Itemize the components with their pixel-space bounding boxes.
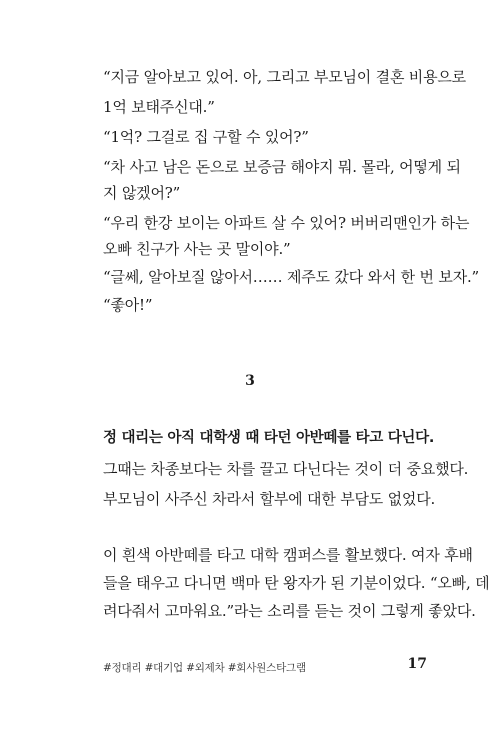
section-number: 3 xyxy=(245,373,255,389)
dialogue-line: “글쎄, 알아보질 않아서…… 제주도 갔다 와서 한 번 보자.” xyxy=(103,268,480,286)
footer-hashtags: #정대리 #대기업 #외제차 #회사원스타그램 xyxy=(103,662,306,674)
dialogue-line: “우리 한강 보이는 아파트 살 수 있어? 버버리맨인가 하는 xyxy=(103,214,470,232)
dialogue-line: 1억 보태주신대.” xyxy=(103,98,215,116)
body-line: 이 흰색 아반떼를 타고 대학 캠퍼스를 활보했다. 여자 후배 xyxy=(103,546,473,564)
page-number: 17 xyxy=(407,656,427,672)
dialogue-line: 지 않겠어?” xyxy=(103,184,181,202)
body-line: 들을 태우고 다니면 백마 탄 왕자가 된 기분이었다. “오빠, 데 xyxy=(103,574,490,592)
body-line: 려다줘서 고마워요.”라는 소리를 듣는 것이 그렇게 좋았다. xyxy=(103,602,476,620)
body-line: 그때는 차종보다는 차를 끌고 다닌다는 것이 더 중요했다. xyxy=(103,460,469,478)
dialogue-line: “차 사고 남은 돈으로 보증금 해야지 뭐. 몰라, 어떻게 되 xyxy=(103,158,461,176)
section-heading: 정 대리는 아직 대학생 때 타던 아반떼를 타고 다닌다. xyxy=(103,430,435,446)
dialogue-line: “지금 알아보고 있어. 아, 그리고 부모님이 결혼 비용으로 xyxy=(103,68,466,86)
body-line: 부모님이 사주신 차라서 할부에 대한 부담도 없었다. xyxy=(103,490,436,508)
dialogue-line: “1억? 그걸로 집 구할 수 있어?” xyxy=(103,128,309,146)
dialogue-line: 오빠 친구가 사는 곳 말이야.” xyxy=(103,240,291,258)
dialogue-line: “좋아!” xyxy=(103,296,153,314)
